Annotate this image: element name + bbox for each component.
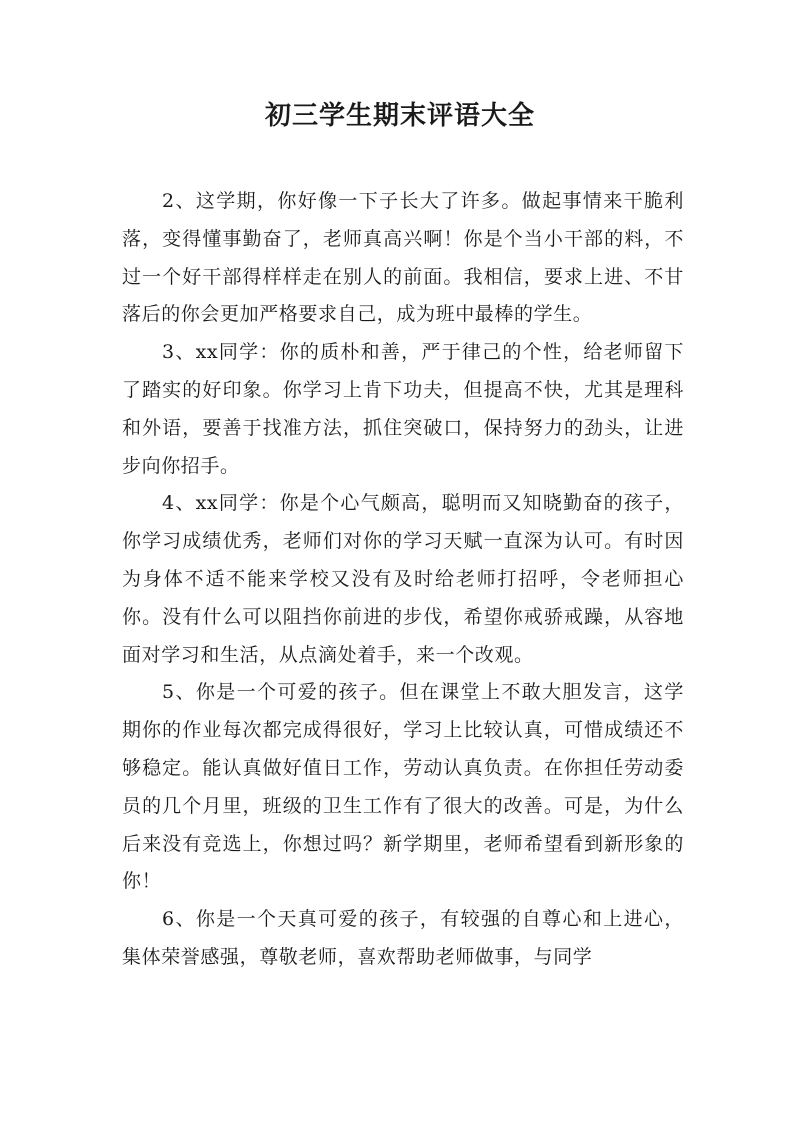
paragraph-3: 3、xx同学：你的质朴和善，严于律己的个性，给老师留下了踏实的好印象。你学习上肯下功夫，但提高不快，尤其是理科和外语，要善于找准方法，抓住突破口，保持努力的劲头，让进步向你招手。 [122,341,684,477]
paragraph-2: 2、这学期，你好像一下子长大了许多。做起事情来干脆利落，变得懂事勤奋了，老师真高兴啊！你是个当小干部的料，不过一个好干部得样样走在别人的前面。我相信，要求上进、不甘落后的你会更加严格要求自己，成为班中最棒的学生。 [122,190,684,326]
paragraph-4: 4、xx同学：你是个心气颇高，聪明而又知晓勤奋的孩子，你学习成绩优秀，老师们对你的学习天赋一直深为认可。有时因为身体不适不能来学校又没有及时给老师打招呼，令老师担心你。没有什么可以阻挡你前进的步伐，希望你戒骄戒躁，从容地面对学习和生活，从点滴处着手，来一个改观。 [122,492,684,666]
document-body [122,183,684,977]
paragraph-6: 6、你是一个天真可爱的孩子，有较强的自尊心和上进心，集体荣誉感强，尊敬老师，喜欢帮助老师做事，与同学 [122,908,684,968]
paragraph-5: 5、你是一个可爱的孩子。但在课堂上不敢大胆发言，这学期你的作业每次都完成得很好，学习上比较认真，可惜成绩还不够稳定。能认真做好值日工作，劳动认真负责。在你担任劳动委员的几个月里，班级的卫生工作有了很大的改善。可是，为什么后来没有竞选上，你想过吗？新学期里，老师希望看到新形象的你！ [122,681,684,893]
document-title: 初三学生期末评语大全 [264,101,535,131]
